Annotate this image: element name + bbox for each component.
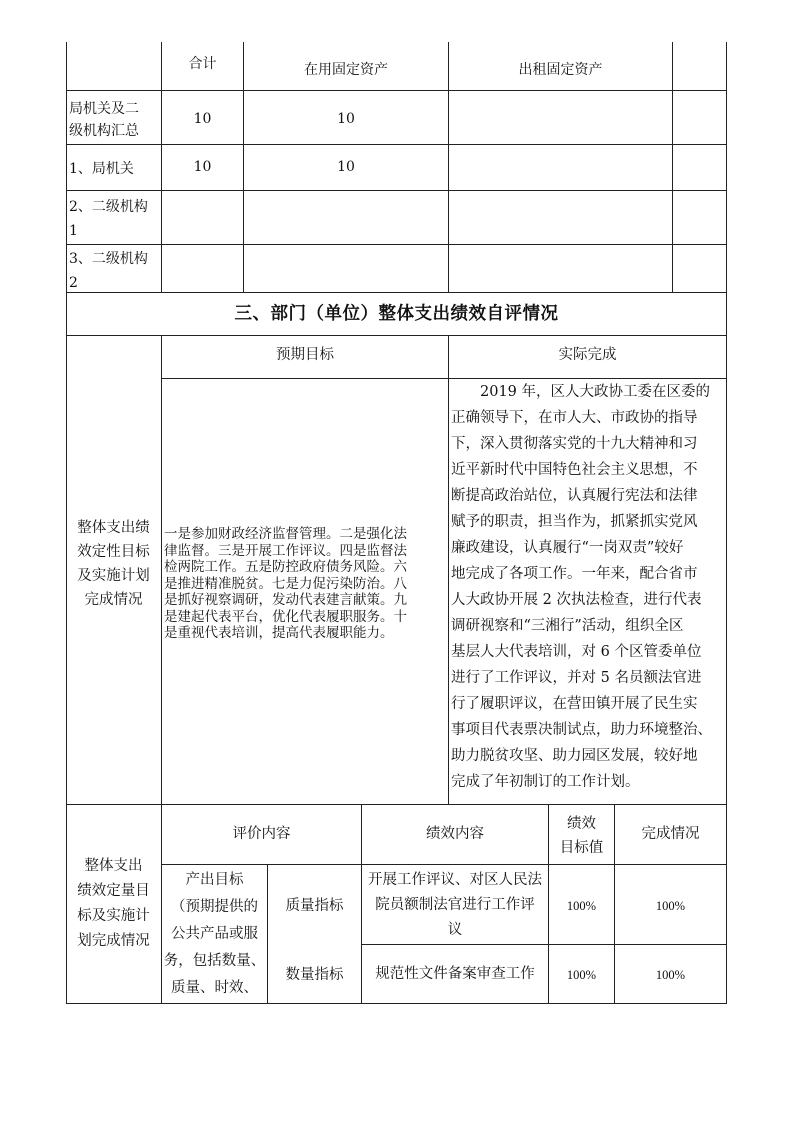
quantity-status: 100% <box>655 968 686 982</box>
perf-content-header: 绩效内容 <box>426 826 484 842</box>
header-in-use-assets: 在用固定资产 <box>304 62 388 78</box>
summary-total: 10 <box>193 111 212 127</box>
row-label-bureau: 1、局机关 <box>69 161 134 177</box>
quantity-content: 规范性文件备案审查工作 <box>375 966 535 982</box>
bureau-total: 10 <box>193 159 212 175</box>
bureau-in-use: 10 <box>337 159 355 175</box>
status-header: 完成情况 <box>641 826 700 842</box>
row-label-sub-2: 3、二级机构 2 <box>69 251 148 291</box>
performance-table <box>66 42 727 1004</box>
quality-indicator-label: 质量指标 <box>285 898 344 914</box>
row-label-summary: 局机关及二 级机构汇总 <box>69 101 139 139</box>
row-label-sub-1: 2、二级机构 1 <box>69 199 148 239</box>
quantitative-row-label: 整体支出 绩效定量目 标及实施计 划完成情况 <box>77 858 150 949</box>
target-value-header: 绩效 目标值 <box>559 816 604 856</box>
quantity-target: 100% <box>566 968 597 982</box>
summary-in-use: 10 <box>337 111 355 127</box>
actual-completion-header: 实际完成 <box>558 347 617 363</box>
output-target-label: 产出目标 （预期提供的 公共产品或服 务，包括数量、 质量、时效、 <box>163 872 266 996</box>
eval-content-header: 评价内容 <box>232 826 291 842</box>
expected-goal-text: 一是参加财政经济监督管理。二是强化法 律监督。三是开展工作评议。四是监督法 检两院工作。五是防控政府债务风险。六 是推进精准脱贫。七是力促污染防治。八 是抓好视察调研，发动代表建言献策。九 是建起代表平台，优化代表履职服务。十 是重视代表培训，提高代表履职能力。 <box>164 526 407 641</box>
header-total: 合计 <box>188 56 217 72</box>
qualitative-row-label: 整体支出绩 效定性目标 及实施计划 完成情况 <box>77 520 150 608</box>
quality-target: 100% <box>566 899 597 913</box>
quality-status: 100% <box>655 899 686 913</box>
quantity-indicator-label: 数量指标 <box>285 967 344 983</box>
expected-goal-header: 预期目标 <box>276 347 334 363</box>
section-title: 三、部门（单位）整体支出绩效自评情况 <box>234 304 559 324</box>
actual-completion-text: 2019 年，区人大政协工委在区委的 正确领导下，在市人大、市政协的指导 下，深入贯彻落实党的十九大精神和习 近平新时代中国特色社会主义思想，不 断提高政治站位，认真履行宪法和法律 赋予的职责，担当作为，抓紧抓实党风 廉政建设，认真履行“一岗双责”较好 地完成了各项工作。一年来，配合省市 人大政协开展 2 次执法检查，进行代表 调研视察和“三湘行”活动，组织全区 基层人大代表培训，对 6 个区管委单位 进行了工作评议，并对 5 名员额法官进 行了履职评议，在营田镇开展了民生实 事项目代表票决制试点，助力环境整治、 助力脱贫攻坚、助力园区发展，较好地 完成了年初制订的工作计划。 <box>451 384 712 790</box>
quality-content: 开展工作评议、对区人民法 院员额制法官进行工作评 议 <box>368 872 542 938</box>
header-leased-assets: 出租固定资产 <box>518 62 603 78</box>
